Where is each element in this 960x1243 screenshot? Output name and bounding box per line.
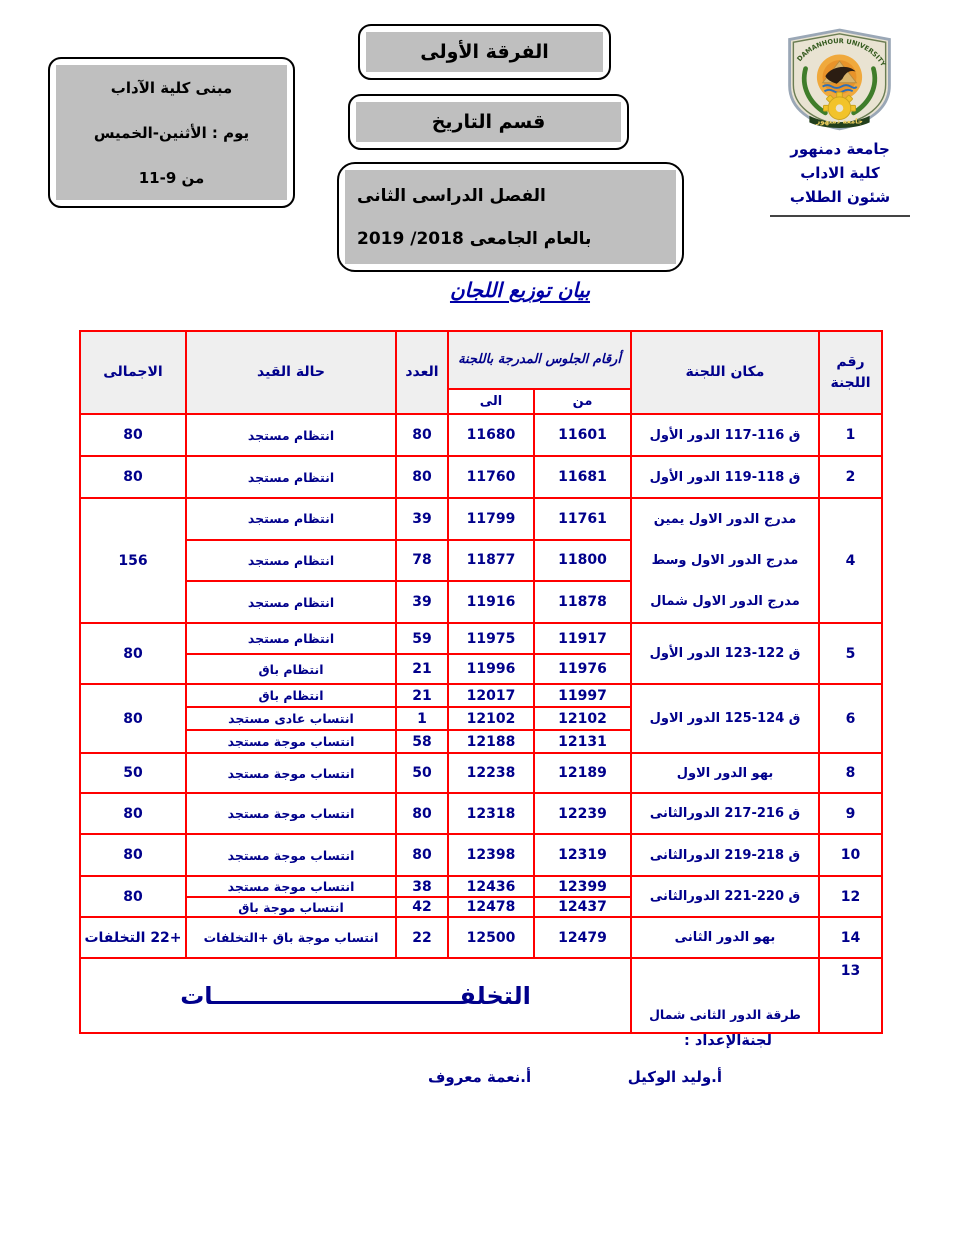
header-row-1 [80,331,882,389]
schedule-box-fill [56,65,287,200]
committee-place-cell: طرقة الدور الثانى شمال [631,958,819,1033]
preparation-committee-label: لجنةالإعداد : [684,1033,772,1049]
total-cell: 80 [80,684,186,753]
committee-8-row [80,753,882,793]
header-seat-numbers: أرقام الجلوس المدرجة باللجنة [448,331,631,389]
committee-number-cell: 10 [819,834,882,876]
committee-place-cell [631,414,819,456]
count-cell: 80 [396,834,448,876]
committee-place-cell [631,917,819,958]
total-cell: 80 [80,623,186,684]
seat-to-cell: 11760 [448,456,534,498]
seat-to-cell: 11680 [448,414,534,456]
seat-to-cell: 12017 [448,684,534,707]
status-cell: انتساب موجة مستجد [186,834,396,876]
seat-from-cell: 11761 [534,498,631,540]
committee-9-row [80,793,882,834]
seat-to-cell: 12318 [448,793,534,834]
seat-from-cell: 12319 [534,834,631,876]
count-cell: 38 [396,876,448,897]
org-block [770,137,910,217]
committee-place-cell [631,876,819,917]
org-underline [770,215,910,217]
svg-text:DAMANHOUR UNIVERSITY: DAMANHOUR UNIVERSITY [795,37,888,68]
department-label: قسم التاريخ [431,111,546,133]
status-cell: انتساب موجة مستجد [186,876,396,897]
seat-to-cell: 12478 [448,897,534,917]
department-box [348,94,629,150]
place-line: ق 216-217 الدورالثانى [649,806,801,821]
org-university-name: جامعة دمنهور [790,140,890,158]
doc-title-wrap [80,278,960,302]
table-body [80,414,882,1033]
prep-name-1: أ.وليد الوكيل [627,1068,722,1086]
semester-line1: الفصل الدراسى الثانى [357,185,546,206]
committee-14-row [80,917,882,958]
seat-to-cell: 11916 [448,581,534,623]
total-cell: 156 [80,498,186,623]
committee-number-cell: 14 [819,917,882,958]
committee-4-row [80,498,882,540]
committee-number-cell: 1 [819,414,882,456]
committee-place-cell [631,793,819,834]
total-cell: +22 التخلفات [80,917,186,958]
status-cell: انتساب موجة مستجد [186,793,396,834]
seat-from-cell: 11800 [534,540,631,582]
committee-place-cell [631,753,819,793]
committee-6-row [80,684,882,707]
count-cell: 59 [396,623,448,654]
place-line: بهو الدور الاول [676,765,774,781]
committee-number-cell: 6 [819,684,882,753]
committee-place-cell [631,834,819,876]
seat-from-cell: 11976 [534,654,631,684]
semester-box-fill [345,170,676,264]
committees-table [79,330,883,1034]
total-cell: 50 [80,753,186,793]
schedule-building-line: مبنى كلية الآداب [110,78,233,97]
seat-to-cell: 12238 [448,753,534,793]
seat-to-cell: 11975 [448,623,534,654]
header-committee-number: رقم اللجنة [819,331,882,414]
department-box-fill [356,102,621,142]
committee-10-row [80,834,882,876]
status-cell: انتظام مستجد [186,456,396,498]
status-cell: انتساب موجة مستجد [186,730,396,753]
committee-number-cell: 9 [819,793,882,834]
place-line: ق 220-221 الدورالثانى [649,889,801,904]
count-cell: 50 [396,753,448,793]
seat-to-cell: 12500 [448,917,534,958]
page-title: بيان توزيع اللجان [449,278,591,302]
committee-place-cell [631,498,819,623]
total-cell: 80 [80,793,186,834]
seat-to-cell: 12398 [448,834,534,876]
grade-box [358,24,611,80]
count-cell: 58 [396,730,448,753]
committee-number-cell: 8 [819,753,882,793]
count-cell: 21 [396,684,448,707]
status-cell: انتساب عادى مستجد [186,707,396,730]
status-cell: انتظام باق [186,684,396,707]
seat-from-cell: 11681 [534,456,631,498]
seat-to-cell: 12102 [448,707,534,730]
header-status: حالة القيد [186,331,396,414]
status-cell: انتظام مستجد [186,623,396,654]
seat-from-cell: 12239 [534,793,631,834]
count-cell: 42 [396,897,448,917]
committee-place-cell [631,456,819,498]
status-cell: انتساب موجة باق [186,897,396,917]
status-cell: انتساب موجة باق +التخلفات [186,917,396,958]
total-cell: 80 [80,456,186,498]
count-cell: 80 [396,414,448,456]
status-cell: انتظام باق [186,654,396,684]
arrears-label-cell: التخلفــــــــــــــــــــــــــــــات [80,958,631,1033]
count-cell: 80 [396,456,448,498]
committee-number-cell: 2 [819,456,882,498]
place-line: ق 124-125 الدور الاول [649,711,801,726]
seat-to-cell: 12436 [448,876,534,897]
place-line: ق 116-117 الدور الأول [649,427,801,443]
seat-to-cell: 11996 [448,654,534,684]
count-cell: 21 [396,654,448,684]
count-cell: 1 [396,707,448,730]
org-faculty-name: كلية الاداب [800,164,880,182]
schedule-days-line: يوم : الأثنين-الخميس [93,123,250,142]
grade-box-fill [366,32,603,72]
grade-label: الفرقة الأولى [420,41,549,63]
prep-name-2: أ.نعمة معروف [428,1068,532,1086]
seat-to-cell: 11799 [448,498,534,540]
seat-from-cell: 12437 [534,897,631,917]
place-line: مدرج الدور الاول يمين [653,512,797,527]
status-cell: انتظام مستجد [186,581,396,623]
committee-13-row [80,958,882,1033]
count-cell: 39 [396,581,448,623]
seat-to-cell: 12188 [448,730,534,753]
table-header [80,331,882,414]
seat-from-cell: 12131 [534,730,631,753]
place-line: بهو الدور الثانى [674,930,776,945]
committee-12-row [80,876,882,897]
place-line: ق 122-123 الدور الأول [649,646,801,661]
org-student-affairs: شئون الطلاب [789,188,891,206]
seat-from-cell: 11917 [534,623,631,654]
committee-number-cell: 4 [819,498,882,623]
preparation-names [428,1068,722,1086]
header-total: الاجمالى [80,331,186,414]
place-line: مدرج الدور الاول وسط [651,553,799,568]
schedule-hours-line: من 9-11 [138,168,205,187]
count-cell: 80 [396,793,448,834]
committee-place-cell [631,684,819,753]
total-cell: 80 [80,876,186,917]
svg-text:جامعة دمنهور: جامعة دمنهور [816,116,863,126]
total-cell: 80 [80,414,186,456]
count-cell: 39 [396,498,448,540]
status-cell: انتظام مستجد [186,540,396,582]
total-cell: 80 [80,834,186,876]
semester-line2: بالعام الجامعى 2018/ 2019 [357,228,592,249]
seat-from-cell: 12102 [534,707,631,730]
status-cell: انتساب موجة مستجد [186,753,396,793]
place-line: ق 218-219 الدورالثانى [649,847,801,863]
status-cell: انتظام مستجد [186,498,396,540]
header-to: الى [448,389,534,414]
seat-from-cell: 12479 [534,917,631,958]
place-line: ق 118-119 الدور الأول [649,469,801,485]
status-cell: انتظام مستجد [186,414,396,456]
university-logo-icon [783,27,896,131]
committee-number-cell: 5 [819,623,882,684]
committee-place-cell [631,623,819,684]
committee-2-row [80,456,882,498]
count-cell: 22 [396,917,448,958]
place-line: مدرج الدور الاول شمال [650,594,800,609]
header-count: العدد [396,331,448,414]
seat-to-cell: 11877 [448,540,534,582]
header-committee-place: مكان اللجنة [631,331,819,414]
seat-from-cell: 11601 [534,414,631,456]
seat-from-cell: 11878 [534,581,631,623]
seat-from-cell: 12399 [534,876,631,897]
seat-from-cell: 11997 [534,684,631,707]
header-from: من [534,389,631,414]
schedule-box [48,57,295,208]
committee-5-row [80,623,882,654]
committee-1-row [80,414,882,456]
semester-box [337,162,684,272]
committee-number-cell: 13 [819,958,882,1033]
committee-number-cell: 12 [819,876,882,917]
count-cell: 78 [396,540,448,582]
seat-from-cell: 12189 [534,753,631,793]
